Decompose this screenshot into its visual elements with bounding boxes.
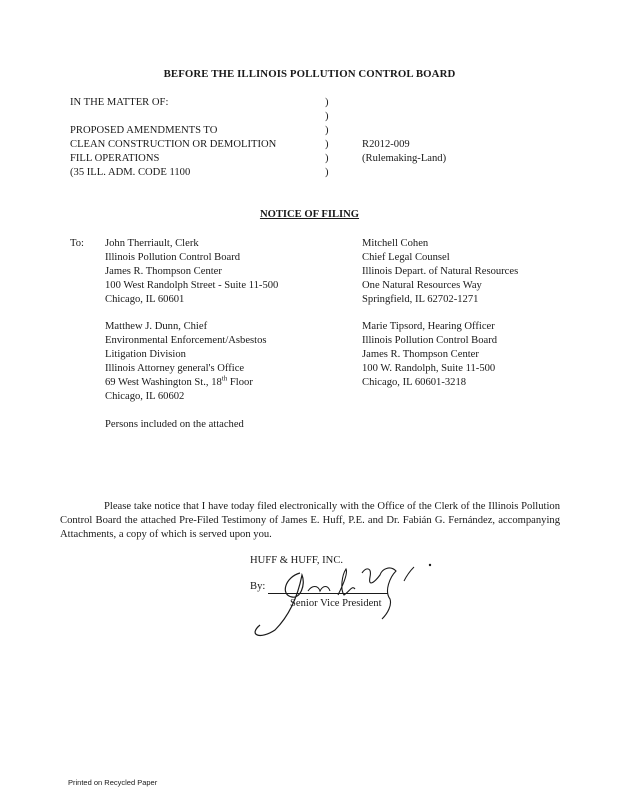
notice-body bbox=[60, 500, 560, 542]
address-line: Illinois Depart. of Natural Resources bbox=[362, 266, 519, 277]
address-line: 100 West Randolph Street - Suite 11-500 bbox=[105, 280, 279, 291]
address-line: James R. Thompson Center bbox=[105, 266, 222, 277]
caption-line: PROPOSED AMENDMENTS TO bbox=[70, 125, 218, 136]
recipient-address-attorney-general bbox=[105, 320, 267, 404]
address-line: Springfield, IL 62702-1271 bbox=[362, 294, 479, 305]
caption-paren: ) bbox=[325, 111, 329, 122]
notice-title: NOTICE OF FILING bbox=[259, 209, 360, 220]
docket-number: R2012-009 bbox=[362, 139, 410, 150]
address-line: Marie Tipsord, Hearing Officer bbox=[362, 321, 495, 332]
by-label: By: bbox=[250, 581, 266, 592]
address-line: Chicago, IL 60601-3218 bbox=[362, 377, 467, 388]
caption-paren: ) bbox=[325, 139, 329, 150]
notice-body-text: Please take notice that I have today filed electronically with the Office of the Clerk of the Illinois Pollution Control Board the attached Pre-Filed Testimony of James E. Huff, P.E. and Dr. Fabián G. Fernández, accompanying Attachments, a copy of which is served upon you. bbox=[60, 501, 560, 540]
caption-paren: ) bbox=[325, 167, 329, 178]
address-line: 100 W. Randolph, Suite 11-500 bbox=[362, 363, 496, 374]
caption-line: (35 ILL. ADM. CODE 1100 bbox=[70, 167, 191, 178]
footer-note: Printed on Recycled Paper bbox=[68, 778, 158, 787]
street-text: 69 West Washington St., 18 bbox=[105, 377, 222, 388]
caption-line: FILL OPERATIONS bbox=[70, 153, 160, 164]
address-line: One Natural Resources Way bbox=[362, 280, 482, 291]
address-line: Chicago, IL 60601 bbox=[105, 294, 185, 305]
address-line: John Therriault, Clerk bbox=[105, 238, 199, 249]
caption-paren: ) bbox=[325, 153, 329, 164]
address-line: Litigation Division bbox=[105, 349, 186, 360]
address-line: Environmental Enforcement/Asbestos bbox=[105, 335, 267, 346]
address-line: Mitchell Cohen bbox=[362, 238, 429, 249]
caption-paren: ) bbox=[325, 125, 329, 136]
address-line: Chief Legal Counsel bbox=[362, 252, 450, 263]
address-line: James R. Thompson Center bbox=[362, 349, 479, 360]
ordinal-suffix: th bbox=[221, 374, 228, 383]
address-line-street bbox=[105, 376, 267, 390]
company-name: HUFF & HUFF, INC. bbox=[250, 555, 344, 566]
page-title: BEFORE THE ILLINOIS POLLUTION CONTROL BOARD bbox=[163, 68, 456, 80]
caption-line: CLEAN CONSTRUCTION OR DEMOLITION bbox=[70, 139, 277, 150]
recipient-address-clerk bbox=[105, 237, 278, 307]
signer-title: Senior Vice President bbox=[290, 598, 382, 609]
caption-paren: ) bbox=[325, 97, 329, 108]
address-line: Illinois Attorney general's Office bbox=[105, 363, 245, 374]
street-text-floor: Floor bbox=[227, 377, 253, 388]
handwritten-signature bbox=[240, 555, 440, 645]
recipient-address-dnr bbox=[362, 237, 518, 307]
address-line: Matthew J. Dunn, Chief bbox=[105, 321, 208, 332]
persons-attached-note: Persons included on the attached bbox=[105, 419, 244, 430]
docket-type: (Rulemaking-Land) bbox=[362, 153, 447, 164]
address-line: Chicago, IL 60602 bbox=[105, 391, 185, 402]
recipient-address-hearing-officer bbox=[362, 320, 497, 390]
caption-line: IN THE MATTER OF: bbox=[70, 97, 169, 108]
address-line: Illinois Pollution Control Board bbox=[362, 335, 498, 346]
address-line: Illinois Pollution Control Board bbox=[105, 252, 241, 263]
to-label: To: bbox=[70, 238, 84, 249]
